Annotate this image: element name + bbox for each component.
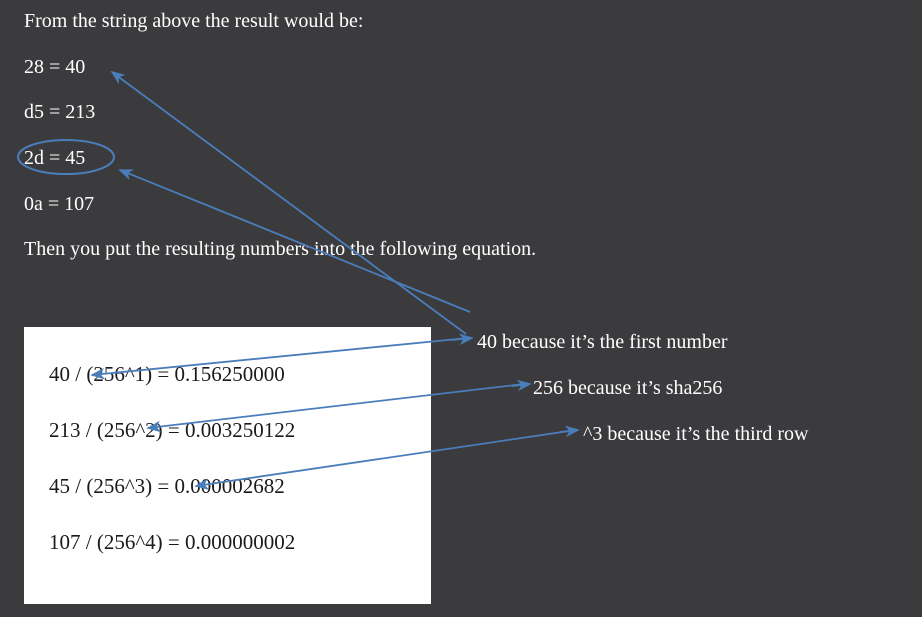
arrow-head-first-number (452, 338, 472, 340)
equation-line-0: 40 / (256^1) = 0.156250000 (49, 362, 285, 386)
equation-line-3: 107 / (256^4) = 0.000000002 (49, 530, 296, 554)
arrow-head-third-row (560, 430, 578, 432)
intro-line-2: Then you put the resulting numbers into the following equation. (24, 238, 537, 260)
arrow-head-sha256 (512, 384, 530, 386)
annotation-third-row: ^3 because it’s the third row (583, 423, 809, 445)
annotation-first-number: 40 because it’s the first number (477, 331, 728, 353)
equation-line-1: 213 / (256^2) = 0.003250122 (49, 418, 296, 442)
annotation-sha256: 256 because it’s sha256 (533, 377, 723, 399)
byte-map-row-1: d5 = 213 (24, 101, 96, 123)
arrow-first-number-to-28 (112, 72, 466, 334)
equation-box (24, 327, 431, 604)
equation-line-2: 45 / (256^3) = 0.000002682 (49, 474, 285, 498)
intro-line-1: From the string above the result would be: (24, 10, 364, 32)
byte-map-row-3: 0a = 107 (24, 193, 95, 215)
byte-map-row-2: 2d = 45 (24, 147, 86, 169)
byte-map-row-0: 28 = 40 (24, 56, 86, 78)
